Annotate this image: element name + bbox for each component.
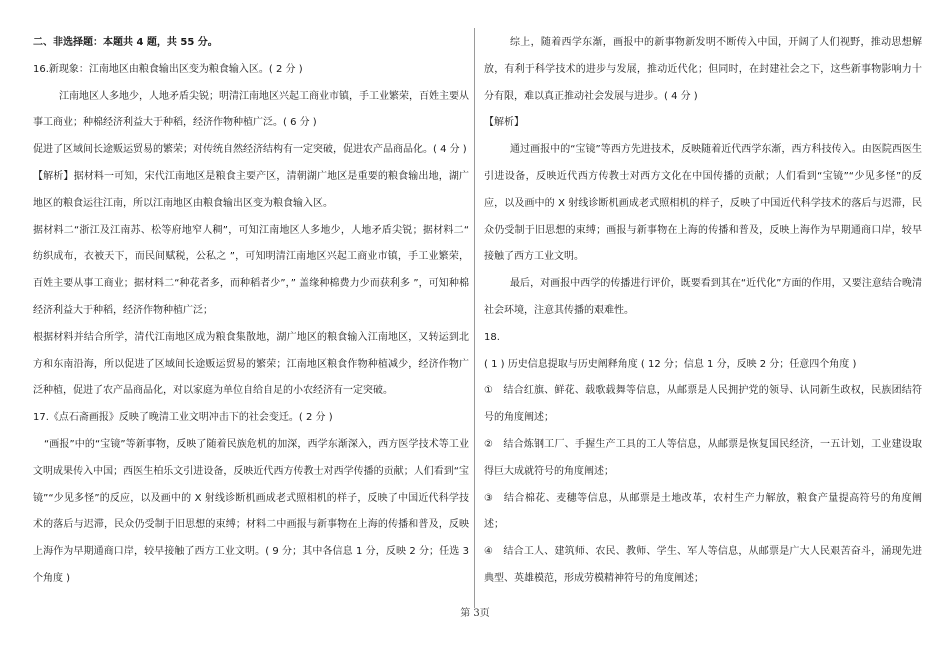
left-paragraph: 据材料二“浙江及江南苏、松等府地窄人稠”，可知江南地区人多地少，人地矛盾尖锐；据材料二“ 纺织成布，衣被天下，而民间赋税，公私之 ”，可知明清江南地区兴起工商业市镇，手工业繁荣，百姓主要从事工商业；据材料二“种花者多，而种稻者少”，” 盖缘种棉费力少而获利多 ”，可知种棉经济利益大于种稻，经济作物种植广泛；	[33, 224, 469, 316]
left-paragraph: 江南地区人多地少，人地矛盾尖锐；明清江南地区兴起工商业市镇，手工业繁荣，百姓主要从事工商业；种棉经济利益大于种稻，经济作物种植广泛。( 6 分 )	[33, 90, 469, 129]
left-paragraph: 【解析】据材料一可知，宋代江南地区是粮食主要产区，清朝湖广地区是重要的粮食输出地，湖广地区的粮食运往江南，所以江南地区由粮食输出区变为粮食输入区。	[33, 170, 469, 209]
right-paragraph: ( 1 ) 历史信息提取与历史阐释角度 ( 12 分；信息 1 分，反映 2 分；任意四个角度 )	[484, 358, 857, 370]
left-paragraph: 16.新现象：江南地区由粮食输出区变为粮食输入区。( 2 分 )	[33, 63, 303, 75]
left-paragraph: 二、非选择题：本题共 4 题，共 55 分。	[33, 37, 218, 48]
left-paragraph: 促进了区域间长途贩运贸易的繁荣；对传统自然经济结构有一定突破，促进农产品商品化。( 4 分 )	[33, 144, 467, 156]
right-paragraph: ① 结合红旗、鲜花、载歌载舞等信息，从邮票是人民拥护党的领导、认同新生政权，民族团结符号的角度阐述；	[484, 385, 922, 424]
left-paragraph: 根据材料并结合所学，清代江南地区成为粮食集散地，湖广地区的粮食输入江南地区，又转运到北方和东南沿海，所以促进了区域间长途贩运贸易的繁荣；江南地区粮食作物种植减少，经济作物广泛种植，促进了农产品商品化，对以家庭为单位自给自足的小农经济有一定突破。	[33, 331, 469, 397]
right-paragraph: 18.	[484, 331, 500, 343]
right-paragraph: 综上，随着西学东渐，画报中的新事物新发明不断传入中国，开阔了人们视野，推动思想解放，有利于科学技术的进步与发展，推动近代化；但同时，在封建社会之下，这些新事物影响力十分有限，难以真正推动社会发展与进步。( 4 分 )	[484, 37, 922, 102]
right-paragraph: ③ 结合棉花、麦穗等信息，从邮票是土地改革，农村生产力解放，粮食产量提高符号的角度阐述；	[484, 492, 922, 531]
page-number: 第 3页	[460, 608, 490, 619]
right-paragraph: ④ 结合工人、建筑师、农民、教师、学生、军人等信息，从邮票是广大人民艰苦奋斗，涌现先进典型、英雄模范，形成劳模精神符号的角度阐述；	[484, 546, 922, 584]
right-paragraph: 通过画报中的“宝镜”等西方先进技术，反映随着近代西学东渐，西方科技传入。由医院西医生引进设备，反映近代西方传教士对西方文化在中国传播的贡献；人们看到“宝镜”“少见多怪”的反应，以及画中的 X 射线诊断机画成老式照相机的样子，反映了中国近代科学技术的落后与迟滞，民众仍受制于旧思想的束缚；画报与新事物在上海的传播和普及，反映上海作为早期通商口岸，较早接触了西方工业文明。	[484, 144, 922, 263]
right-paragraph: 最后，对画报中西学的传播进行评价，既要看到其在“近代化”方面的作用，又要注意结合晚清社会环境，注意其传播的艰难性。	[484, 278, 922, 316]
right-paragraph: ② 结合炼钢工厂、手握生产工具的工人等信息，从邮票是恢复国民经济，一五计划，工业建设取得巨大成就符号的角度阐述；	[484, 438, 922, 477]
left-paragraph: “画报”中的“宝镜”等新事物，反映了随着民族危机的加深，西学东渐深入，西方医学技术等工业文明成果传入中国；西医生柏乐文引进设备，反映近代西方传教士对西学传播的贡献；人们看到“宝镜”“少见多怪”的反应，以及画中的 X 射线诊断机画成老式照相机的样子，反映了中国近代科学技术的落后与迟滞，民众仍受制于旧思想的束缚；材料二中画报与新事物在上海的传播和普及，反映上海作为早期通商口岸，较早接触了西方工业文明。( 9 分；其中各信息 1 分，反映 2 分；任选 3 个角度 )	[33, 438, 469, 584]
left-column	[33, 30, 469, 593]
right-paragraph: 【解析】	[484, 117, 524, 129]
right-column	[484, 30, 922, 593]
column-divider	[474, 28, 475, 608]
left-paragraph: 17.《点石斋画报》反映了晚清工业文明冲击下的社会变迁。( 2 分 )	[33, 412, 333, 424]
